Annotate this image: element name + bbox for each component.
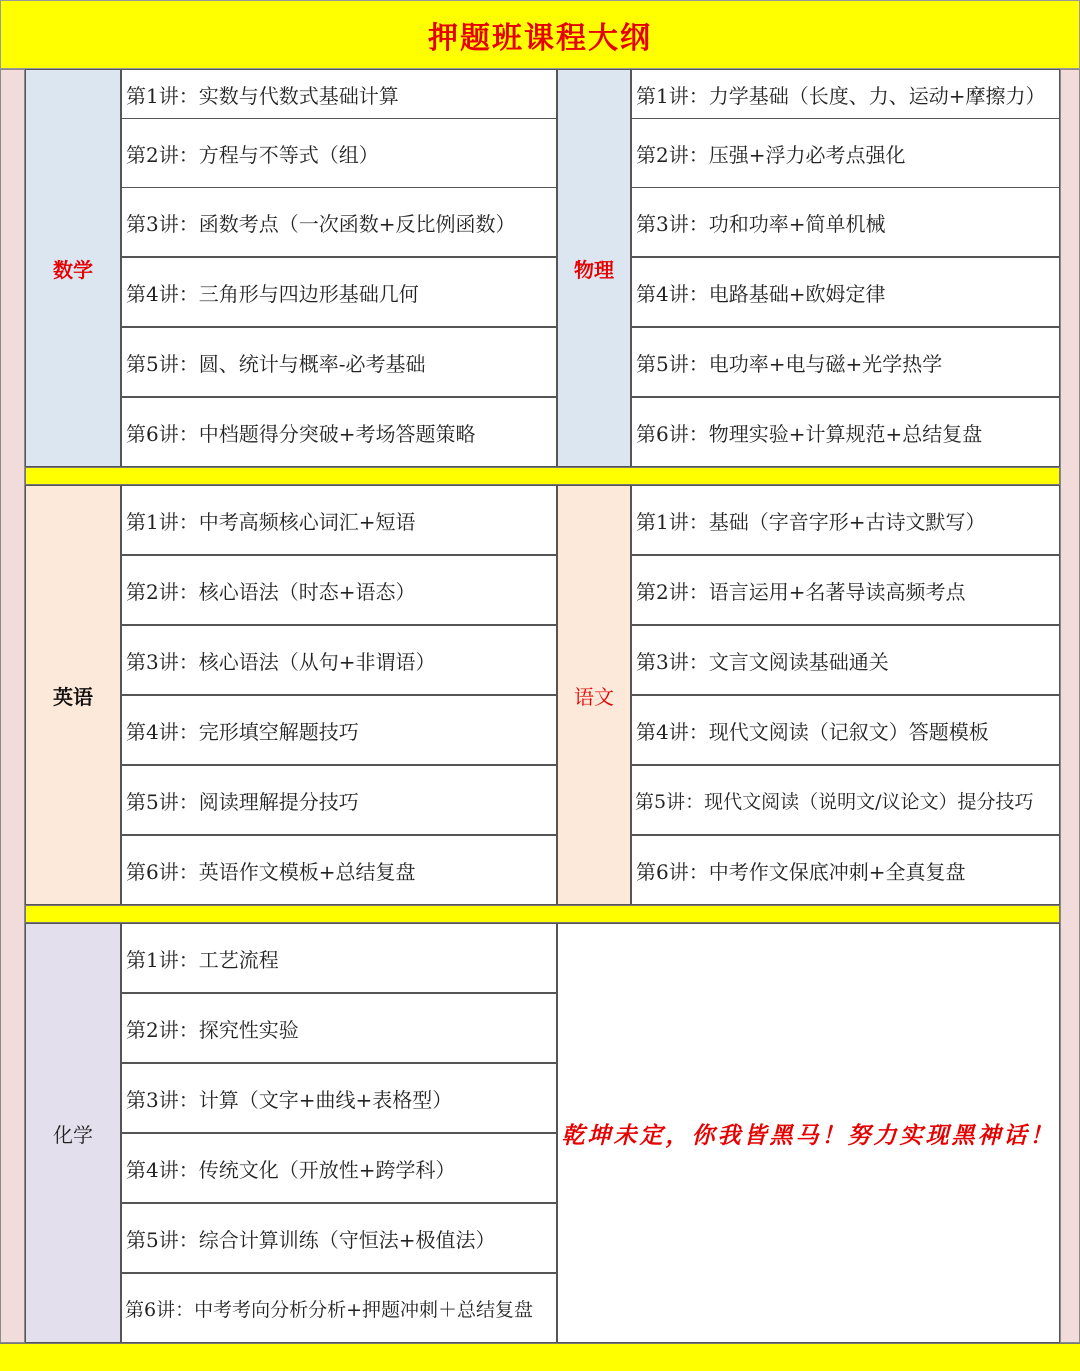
lecture-number: 第1讲： [126,509,199,534]
lecture-topic: 三角形与四边形基础几何 [198,281,419,306]
lecture-number: 第4讲： [636,281,709,306]
lecture-topic: 中考考向分析分析+押题冲刺＋总结复盘 [194,1298,534,1321]
lecture-number: 第4讲： [636,719,709,744]
lecture-topic: 中考作文保底冲刺+全真复盘 [708,859,966,884]
lecture-number: 第5讲： [635,790,705,813]
right-margin-strip [1060,69,1080,1343]
lecture-topic: 工艺流程 [198,947,279,972]
title-bar [0,0,1080,69]
physics-lecture-2 [631,118,1060,188]
english-lecture-3 [121,625,557,695]
motto-text: 乾坤未定，你我皆黑马！努力实现黑神话！ [561,1121,1056,1149]
lecture-number: 第2讲： [126,579,199,604]
chemistry-lecture-3 [121,1063,557,1133]
lecture-topic: 探究性实验 [198,1017,299,1042]
chinese-lecture-5 [631,765,1060,835]
bottom-bar [0,1343,1080,1371]
chinese-lecture-1 [631,485,1060,555]
separator-2 [25,905,1060,923]
lecture-topic: 语言运用+名著导读高频考点 [708,579,966,604]
subject-english [25,485,121,905]
subject-chinese [557,485,631,905]
lecture-topic: 文言文阅读基础通关 [708,649,889,674]
subject-math-label: 数学 [53,257,93,282]
lecture-number: 第2讲： [636,142,709,167]
lecture-number: 第5讲： [636,351,709,376]
math-lecture-4 [121,257,557,327]
chemistry-lecture-5 [121,1203,557,1273]
lecture-topic: 阅读理解提分技巧 [198,789,359,814]
lecture-topic: 综合计算训练（守恒法+极值法） [198,1227,496,1252]
physics-lecture-6 [631,397,1060,467]
lecture-topic: 中档题得分突破+考场答题策略 [198,421,476,446]
english-lecture-6 [121,835,557,905]
lecture-topic: 力学基础（长度、力、运动+摩擦力） [708,83,1046,108]
page-title: 押题班课程大纲 [428,20,652,56]
lecture-number: 第6讲： [126,859,199,884]
chinese-lecture-2 [631,555,1060,625]
lecture-topic: 传统文化（开放性+跨学科） [198,1157,456,1182]
subject-physics [557,69,631,467]
math-lecture-5 [121,327,557,397]
lecture-topic: 核心语法（从句+非谓语） [198,649,436,674]
lecture-topic: 现代文阅读（说明文/议论文）提分技巧 [704,790,1034,813]
lecture-number: 第2讲： [126,142,199,167]
lecture-number: 第2讲： [636,579,709,604]
math-lecture-2 [121,118,557,188]
lecture-number: 第3讲： [636,649,709,674]
subject-english-label: 英语 [53,684,93,709]
lecture-topic: 电功率+电与磁+光学热学 [708,351,943,376]
lecture-number: 第3讲： [636,211,709,236]
lecture-number: 第3讲： [126,649,199,674]
lecture-topic: 函数考点（一次函数+反比例函数） [198,211,516,236]
lecture-number: 第1讲： [636,83,709,108]
chemistry-lecture-6 [121,1273,557,1343]
lecture-number: 第6讲： [636,421,709,446]
lecture-topic: 英语作文模板+总结复盘 [198,859,416,884]
lecture-number: 第4讲： [126,1157,199,1182]
subject-physics-label: 物理 [574,257,614,282]
chinese-lecture-4 [631,695,1060,765]
lecture-topic: 完形填空解题技巧 [198,719,359,744]
lecture-number: 第1讲： [636,509,709,534]
lecture-number: 第4讲： [126,719,199,744]
subject-chemistry [25,923,121,1343]
lecture-topic: 物理实验+计算规范+总结复盘 [708,421,983,446]
english-lecture-4 [121,695,557,765]
chinese-lecture-3 [631,625,1060,695]
chemistry-lecture-4 [121,1133,557,1203]
lecture-topic: 核心语法（时态+语态） [198,579,416,604]
math-lecture-1 [121,69,557,119]
lecture-number: 第6讲： [636,859,709,884]
physics-lecture-5 [631,327,1060,397]
lecture-number: 第4讲： [126,281,199,306]
lecture-topic: 基础（字音字形+古诗文默写） [708,509,986,534]
lecture-number: 第3讲： [126,211,199,236]
lecture-number: 第3讲： [126,1087,199,1112]
chinese-lecture-6 [631,835,1060,905]
lecture-topic: 电路基础+欧姆定律 [708,281,886,306]
english-lecture-1 [121,485,557,555]
lecture-topic: 计算（文字+曲线+表格型） [198,1087,453,1112]
subject-math [25,69,121,467]
math-lecture-6 [121,397,557,467]
physics-lecture-4 [631,257,1060,327]
lecture-topic: 现代文阅读（记叙文）答题模板 [708,719,989,744]
separator-1 [25,467,1060,485]
left-margin-strip [0,69,25,1343]
lecture-number: 第6讲： [126,421,199,446]
physics-lecture-1 [631,69,1060,119]
math-lecture-3 [121,187,557,257]
lecture-number: 第2讲： [126,1017,199,1042]
lecture-number: 第5讲： [126,789,199,814]
lecture-topic: 压强+浮力必考点强化 [708,142,906,167]
lecture-number: 第5讲： [126,351,199,376]
lecture-number: 第1讲： [126,83,199,108]
motto-cell [557,923,1060,1343]
lecture-topic: 圆、统计与概率-必考基础 [198,351,426,376]
lecture-topic: 实数与代数式基础计算 [198,83,399,108]
chemistry-lecture-1 [121,923,557,993]
lecture-topic: 功和功率+简单机械 [708,211,886,236]
physics-lecture-3 [631,187,1060,257]
english-lecture-5 [121,765,557,835]
lecture-topic: 方程与不等式（组） [198,142,379,167]
chemistry-lecture-2 [121,993,557,1063]
english-lecture-2 [121,555,557,625]
lecture-number: 第1讲： [126,947,199,972]
lecture-topic: 中考高频核心词汇+短语 [198,509,416,534]
lecture-number: 第6讲： [125,1298,195,1321]
subject-chinese-label: 语文 [574,684,614,709]
lecture-number: 第5讲： [126,1227,199,1252]
subject-chemistry-label: 化学 [53,1122,93,1147]
